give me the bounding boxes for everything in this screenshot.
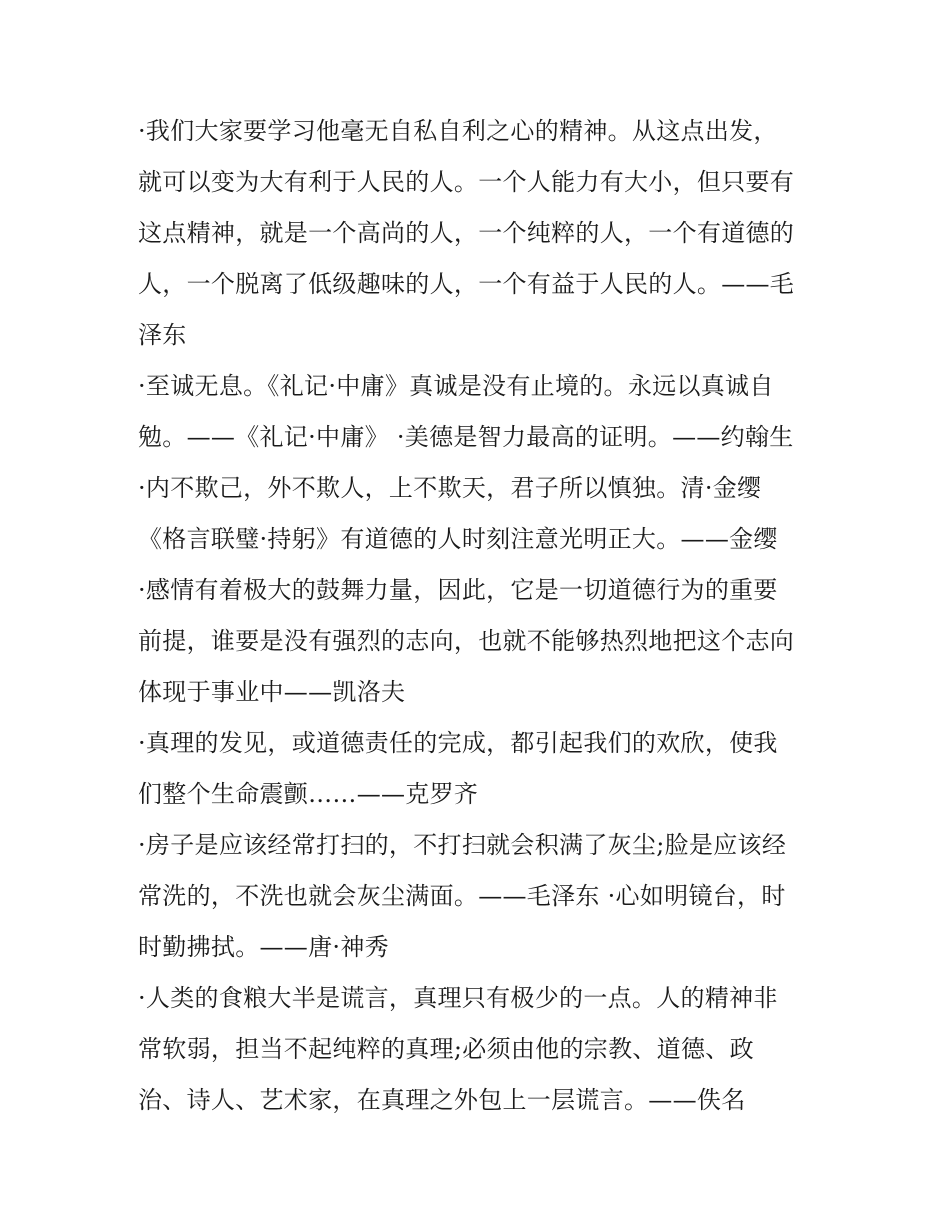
text-line-20: 治、诗人、艺术家，在真理之外包上一层谎言。——佚名 [138, 1086, 746, 1114]
text-line-13: ·真理的发见，或道德责任的完成，都引起我们的欢欣，使我 [138, 729, 778, 757]
text-line-15: ·房子是应该经常打扫的，不打扫就会积满了灰尘;脸是应该经 [138, 831, 787, 859]
text-line-14: 们整个生命震颤……——克罗齐 [138, 780, 479, 808]
text-line-12: 体现于事业中——凯洛夫 [138, 678, 406, 706]
text-line-1: ·我们大家要学习他毫无自私自利之心的精神。从这点出发， [138, 117, 778, 145]
text-line-16: 常洗的，不洗也就会灰尘满面。——毛泽东 ·心如明镜台，时 [138, 882, 786, 910]
text-line-3: 这点精神，就是一个高尚的人，一个纯粹的人，一个有道德的 [138, 219, 795, 247]
text-line-2: 就可以变为大有利于人民的人。一个人能力有大小，但只要有 [138, 168, 795, 196]
text-line-18: ·人类的食粮大半是谎言，真理只有极少的一点。人的精神非 [138, 984, 778, 1012]
text-line-4: 人，一个脱离了低级趣味的人，一个有益于人民的人。——毛 [138, 270, 795, 298]
text-line-9: 《格言联璧·持躬》有道德的人时刻注意光明正大。——金缨 [138, 525, 778, 553]
text-line-19: 常软弱，担当不起纯粹的真理;必须由他的宗教、道德、政 [138, 1035, 754, 1063]
text-line-17: 时勤拂拭。——唐·神秀 [138, 933, 389, 961]
text-line-6: ·至诚无息。《礼记·中庸》真诚是没有止境的。永远以真诚自 [138, 372, 774, 400]
text-line-5: 泽东 [138, 321, 187, 349]
text-line-8: ·内不欺己，外不欺人，上不欺天，君子所以慎独。清·金缨 [138, 474, 762, 502]
text-line-11: 前提，谁要是没有强烈的志向，也就不能够热烈地把这个志向 [138, 627, 795, 655]
quote-text-block [138, 106, 828, 1126]
text-line-7: 勉。——《礼记·中庸》 ·美德是智力最高的证明。——约翰生 [138, 423, 794, 451]
text-line-10: ·感情有着极大的鼓舞力量，因此，它是一切道德行为的重要 [138, 576, 778, 604]
